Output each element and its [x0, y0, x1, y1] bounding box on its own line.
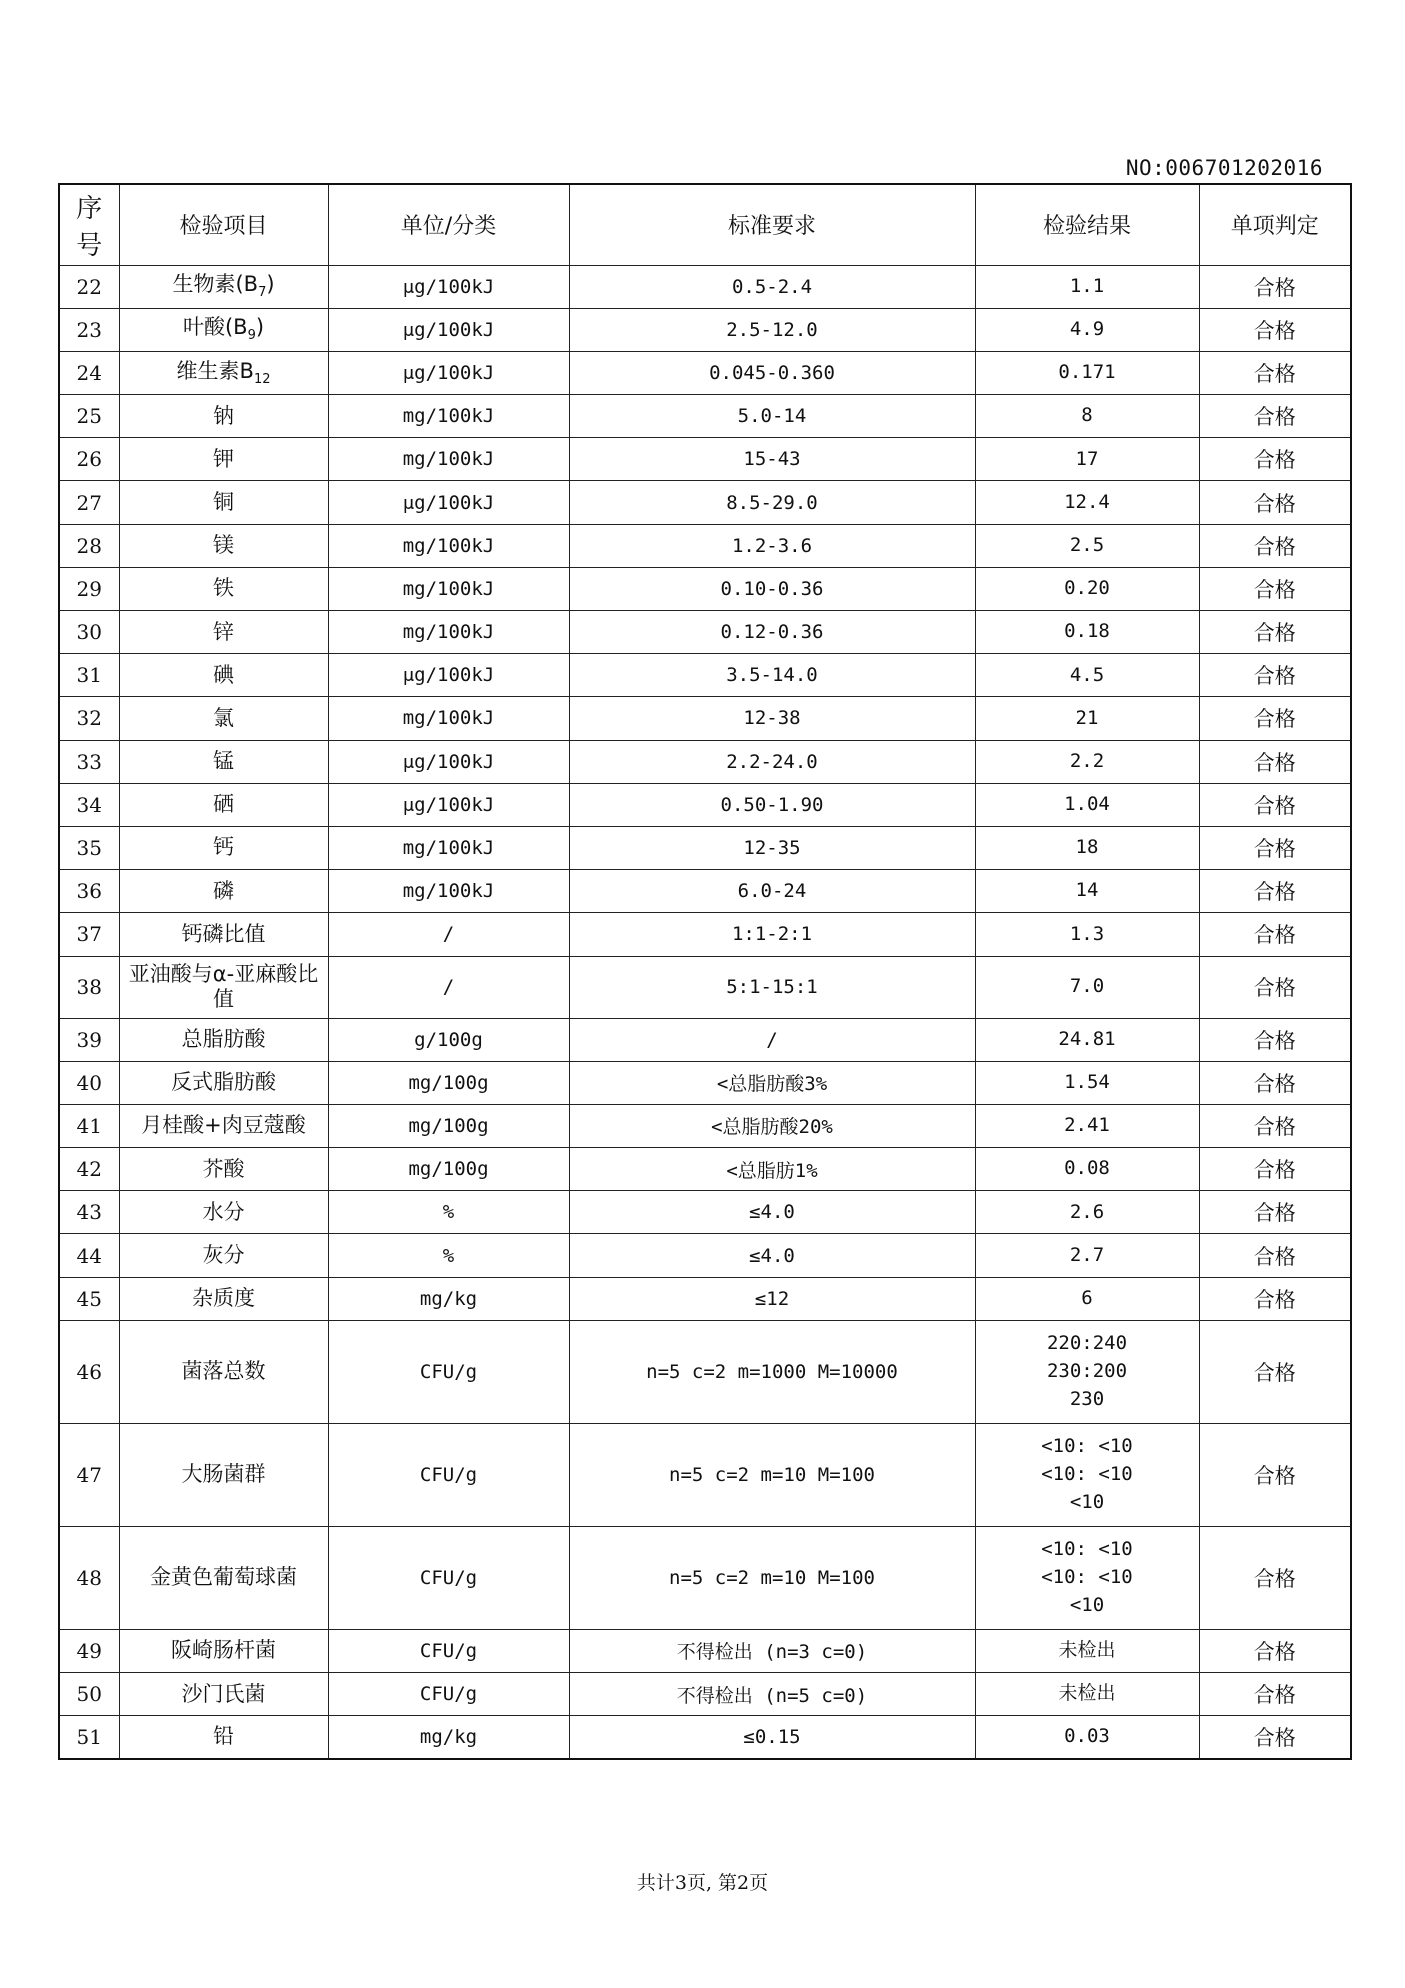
table-row [59, 783, 1351, 826]
cell-unit: mg/100g [328, 1104, 569, 1147]
cell-item: 硒 [119, 783, 328, 826]
table-header-row [59, 184, 1351, 265]
cell-seq: 49 [59, 1629, 119, 1672]
cell-unit: CFU/g [328, 1423, 569, 1526]
cell-seq: 44 [59, 1234, 119, 1277]
cell-result: 1.54 [975, 1061, 1199, 1104]
table-row [59, 1526, 1351, 1629]
cell-standard: ≤4.0 [569, 1234, 975, 1277]
cell-result: 24.81 [975, 1018, 1199, 1061]
cell-result: 2.5 [975, 524, 1199, 567]
cell-result: 0.171 [975, 351, 1199, 394]
cell-item [119, 308, 328, 351]
cell-standard: 0.5-2.4 [569, 265, 975, 308]
cell-unit: CFU/g [328, 1673, 569, 1716]
table-row [59, 826, 1351, 869]
cell-seq: 41 [59, 1104, 119, 1147]
cell-judgement: 合格 [1199, 1423, 1351, 1526]
cell-result: 2.7 [975, 1234, 1199, 1277]
cell-standard: 2.2-24.0 [569, 740, 975, 783]
cell-standard: <总脂肪1% [569, 1148, 975, 1191]
cell-standard: / [569, 1018, 975, 1061]
cell-seq: 34 [59, 783, 119, 826]
cell-standard: 0.10-0.36 [569, 567, 975, 610]
cell-result: 0.08 [975, 1148, 1199, 1191]
cell-judgement: 合格 [1199, 308, 1351, 351]
cell-item: 钾 [119, 438, 328, 481]
cell-result: 18 [975, 826, 1199, 869]
cell-judgement: 合格 [1199, 826, 1351, 869]
cell-standard: 15-43 [569, 438, 975, 481]
table-row [59, 697, 1351, 740]
cell-unit: mg/kg [328, 1716, 569, 1759]
cell-item: 锰 [119, 740, 328, 783]
cell-item: 灰分 [119, 1234, 328, 1277]
cell-result: 6 [975, 1277, 1199, 1320]
table-row [59, 1018, 1351, 1061]
cell-result: 未检出 [975, 1673, 1199, 1716]
cell-standard: ≤0.15 [569, 1716, 975, 1759]
cell-judgement: 合格 [1199, 1234, 1351, 1277]
cell-judgement: 合格 [1199, 654, 1351, 697]
header-item: 检验项目 [119, 184, 328, 265]
cell-judgement: 合格 [1199, 1191, 1351, 1234]
cell-unit: μg/100kJ [328, 265, 569, 308]
cell-unit: μg/100kJ [328, 481, 569, 524]
cell-judgement: 合格 [1199, 1320, 1351, 1423]
cell-result: 7.0 [975, 956, 1199, 1018]
cell-item: 碘 [119, 654, 328, 697]
cell-standard: 2.5-12.0 [569, 308, 975, 351]
cell-judgement: 合格 [1199, 870, 1351, 913]
cell-judgement: 合格 [1199, 524, 1351, 567]
cell-unit: CFU/g [328, 1526, 569, 1629]
cell-result: 4.9 [975, 308, 1199, 351]
table-row [59, 567, 1351, 610]
table-row [59, 395, 1351, 438]
cell-item: 锌 [119, 611, 328, 654]
table-row [59, 870, 1351, 913]
cell-item [119, 265, 328, 308]
cell-judgement: 合格 [1199, 1716, 1351, 1759]
cell-item: 菌落总数 [119, 1320, 328, 1423]
cell-unit: μg/100kJ [328, 740, 569, 783]
table-row [59, 956, 1351, 1018]
cell-seq: 40 [59, 1061, 119, 1104]
cell-seq: 26 [59, 438, 119, 481]
cell-item: 铁 [119, 567, 328, 610]
cell-standard: 5.0-14 [569, 395, 975, 438]
cell-unit: mg/100kJ [328, 567, 569, 610]
cell-unit: mg/100kJ [328, 438, 569, 481]
cell-seq: 30 [59, 611, 119, 654]
cell-item: 氯 [119, 697, 328, 740]
cell-seq: 28 [59, 524, 119, 567]
cell-seq: 25 [59, 395, 119, 438]
cell-seq: 35 [59, 826, 119, 869]
cell-unit: g/100g [328, 1018, 569, 1061]
table-row [59, 654, 1351, 697]
cell-unit: / [328, 956, 569, 1018]
cell-judgement: 合格 [1199, 1629, 1351, 1672]
cell-result: 17 [975, 438, 1199, 481]
inspection-results-table [58, 183, 1352, 1760]
item-subscript: 9 [247, 328, 256, 344]
cell-seq: 36 [59, 870, 119, 913]
cell-standard: ≤12 [569, 1277, 975, 1320]
cell-judgement: 合格 [1199, 697, 1351, 740]
cell-seq: 43 [59, 1191, 119, 1234]
table-row [59, 1148, 1351, 1191]
cell-unit: CFU/g [328, 1320, 569, 1423]
cell-standard: 8.5-29.0 [569, 481, 975, 524]
cell-standard: 不得检出 (n=3 c=0) [569, 1629, 975, 1672]
document-number: NO:006701202016 [1125, 156, 1323, 180]
cell-seq: 23 [59, 308, 119, 351]
cell-item: 铜 [119, 481, 328, 524]
cell-item: 金黄色葡萄球菌 [119, 1526, 328, 1629]
cell-standard: 12-35 [569, 826, 975, 869]
table-row [59, 1234, 1351, 1277]
cell-judgement: 合格 [1199, 611, 1351, 654]
cell-seq: 45 [59, 1277, 119, 1320]
table-row [59, 1061, 1351, 1104]
item-subscript: 7 [258, 285, 267, 301]
cell-item: 镁 [119, 524, 328, 567]
cell-result: 2.6 [975, 1191, 1199, 1234]
cell-item: 铅 [119, 1716, 328, 1759]
cell-result: 2.41 [975, 1104, 1199, 1147]
table-row [59, 611, 1351, 654]
cell-unit: mg/100kJ [328, 870, 569, 913]
cell-result: 1.04 [975, 783, 1199, 826]
cell-result: 4.5 [975, 654, 1199, 697]
header-judgement: 单项判定 [1199, 184, 1351, 265]
cell-item: 磷 [119, 870, 328, 913]
page-footer: 共计3页, 第2页 [636, 1872, 769, 1894]
cell-judgement: 合格 [1199, 913, 1351, 956]
cell-judgement: 合格 [1199, 265, 1351, 308]
cell-unit: / [328, 913, 569, 956]
cell-result: 未检出 [975, 1629, 1199, 1672]
table-row [59, 1191, 1351, 1234]
header-result: 检验结果 [975, 184, 1199, 265]
cell-item: 钙磷比值 [119, 913, 328, 956]
cell-standard: 0.50-1.90 [569, 783, 975, 826]
cell-seq: 42 [59, 1148, 119, 1191]
item-label: 叶酸(B [182, 315, 248, 340]
cell-result: 2.2 [975, 740, 1199, 783]
cell-judgement: 合格 [1199, 1104, 1351, 1147]
cell-unit: μg/100kJ [328, 783, 569, 826]
item-label: 维生素B [176, 358, 254, 383]
cell-unit: CFU/g [328, 1629, 569, 1672]
table-row [59, 1320, 1351, 1423]
cell-judgement: 合格 [1199, 783, 1351, 826]
cell-unit: % [328, 1191, 569, 1234]
cell-unit: mg/100kJ [328, 826, 569, 869]
cell-item: 杂质度 [119, 1277, 328, 1320]
table-row [59, 1629, 1351, 1672]
cell-judgement: 合格 [1199, 1018, 1351, 1061]
cell-item: 钠 [119, 395, 328, 438]
cell-result: 14 [975, 870, 1199, 913]
cell-result: 220:240 230:200 230 [975, 1320, 1199, 1423]
cell-item: 钙 [119, 826, 328, 869]
table-row [59, 481, 1351, 524]
table-row [59, 1277, 1351, 1320]
cell-seq: 51 [59, 1716, 119, 1759]
cell-item: 沙门氏菌 [119, 1673, 328, 1716]
cell-unit: mg/kg [328, 1277, 569, 1320]
table-row [59, 524, 1351, 567]
cell-result: 21 [975, 697, 1199, 740]
cell-judgement: 合格 [1199, 351, 1351, 394]
cell-result: 8 [975, 395, 1199, 438]
header-unit: 单位/分类 [328, 184, 569, 265]
cell-standard: n=5 c=2 m=10 M=100 [569, 1423, 975, 1526]
header-seq: 序号 [59, 184, 119, 265]
cell-unit: mg/100g [328, 1061, 569, 1104]
cell-standard: 不得检出 (n=5 c=0) [569, 1673, 975, 1716]
cell-unit: mg/100kJ [328, 697, 569, 740]
cell-item: 水分 [119, 1191, 328, 1234]
cell-unit: mg/100kJ [328, 524, 569, 567]
cell-seq: 38 [59, 956, 119, 1018]
cell-judgement: 合格 [1199, 1061, 1351, 1104]
item-subscript: 12 [253, 371, 271, 387]
cell-standard: 0.12-0.36 [569, 611, 975, 654]
cell-judgement: 合格 [1199, 438, 1351, 481]
cell-result: 0.20 [975, 567, 1199, 610]
cell-unit: μg/100kJ [328, 654, 569, 697]
cell-seq: 33 [59, 740, 119, 783]
cell-seq: 50 [59, 1673, 119, 1716]
cell-standard: n=5 c=2 m=1000 M=10000 [569, 1320, 975, 1423]
cell-seq: 31 [59, 654, 119, 697]
cell-standard: 6.0-24 [569, 870, 975, 913]
cell-item: 亚油酸与α-亚麻酸比值 [119, 956, 328, 1018]
table-row [59, 265, 1351, 308]
cell-seq: 32 [59, 697, 119, 740]
table-row [59, 1716, 1351, 1759]
cell-unit: μg/100kJ [328, 308, 569, 351]
cell-judgement: 合格 [1199, 740, 1351, 783]
cell-standard: 1:1-2:1 [569, 913, 975, 956]
cell-unit: % [328, 1234, 569, 1277]
cell-judgement: 合格 [1199, 1526, 1351, 1629]
cell-result: 12.4 [975, 481, 1199, 524]
table-row [59, 740, 1351, 783]
table-row [59, 913, 1351, 956]
cell-seq: 47 [59, 1423, 119, 1526]
cell-seq: 48 [59, 1526, 119, 1629]
cell-result: <10: <10 <10: <10 <10 [975, 1423, 1199, 1526]
cell-judgement: 合格 [1199, 1277, 1351, 1320]
table-row [59, 351, 1351, 394]
cell-unit: mg/100kJ [328, 611, 569, 654]
cell-seq: 29 [59, 567, 119, 610]
cell-unit: μg/100kJ [328, 351, 569, 394]
cell-item: 反式脂肪酸 [119, 1061, 328, 1104]
cell-standard: ≤4.0 [569, 1191, 975, 1234]
cell-standard: 5:1-15:1 [569, 956, 975, 1018]
cell-item: 芥酸 [119, 1148, 328, 1191]
cell-item: 大肠菌群 [119, 1423, 328, 1526]
table-row [59, 1673, 1351, 1716]
cell-standard: <总脂肪酸20% [569, 1104, 975, 1147]
cell-result: 1.3 [975, 913, 1199, 956]
table-body [59, 265, 1351, 1759]
item-tail: ) [255, 315, 265, 340]
table-row [59, 1423, 1351, 1526]
table-row [59, 308, 1351, 351]
cell-judgement: 合格 [1199, 956, 1351, 1018]
cell-result: 0.03 [975, 1716, 1199, 1759]
cell-standard: 3.5-14.0 [569, 654, 975, 697]
cell-seq: 27 [59, 481, 119, 524]
cell-item: 月桂酸+肉豆蔻酸 [119, 1104, 328, 1147]
item-label: 生物素(B [172, 272, 259, 297]
cell-judgement: 合格 [1199, 567, 1351, 610]
cell-item: 阪崎肠杆菌 [119, 1629, 328, 1672]
cell-judgement: 合格 [1199, 395, 1351, 438]
cell-judgement: 合格 [1199, 481, 1351, 524]
cell-standard: 12-38 [569, 697, 975, 740]
cell-result: 1.1 [975, 265, 1199, 308]
cell-result: <10: <10 <10: <10 <10 [975, 1526, 1199, 1629]
cell-judgement: 合格 [1199, 1673, 1351, 1716]
cell-seq: 22 [59, 265, 119, 308]
cell-item: 总脂肪酸 [119, 1018, 328, 1061]
cell-judgement: 合格 [1199, 1148, 1351, 1191]
cell-unit: mg/100kJ [328, 395, 569, 438]
cell-seq: 39 [59, 1018, 119, 1061]
cell-standard: <总脂肪酸3% [569, 1061, 975, 1104]
cell-seq: 46 [59, 1320, 119, 1423]
cell-item [119, 351, 328, 394]
cell-seq: 24 [59, 351, 119, 394]
table-row [59, 1104, 1351, 1147]
cell-result: 0.18 [975, 611, 1199, 654]
cell-standard: n=5 c=2 m=10 M=100 [569, 1526, 975, 1629]
cell-seq: 37 [59, 913, 119, 956]
header-standard: 标准要求 [569, 184, 975, 265]
cell-standard: 1.2-3.6 [569, 524, 975, 567]
cell-standard: 0.045-0.360 [569, 351, 975, 394]
item-tail: ) [266, 272, 275, 297]
table-row [59, 438, 1351, 481]
cell-unit: mg/100g [328, 1148, 569, 1191]
